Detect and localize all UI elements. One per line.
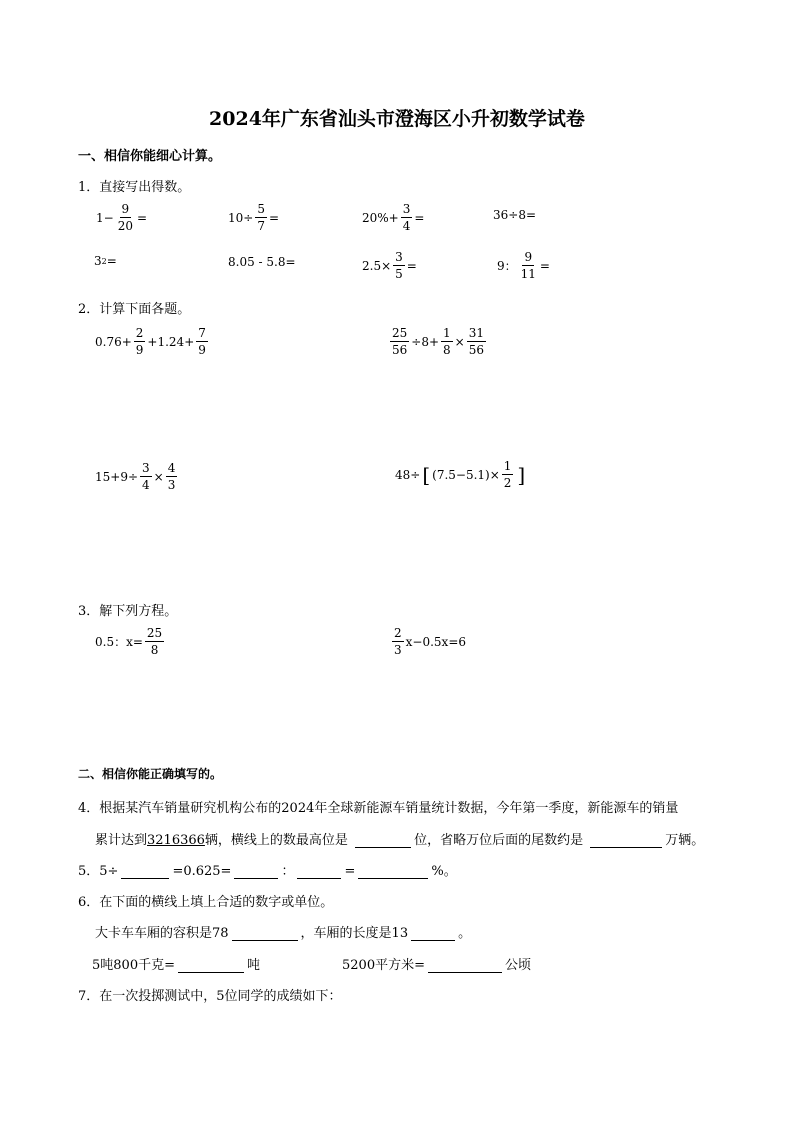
section-heading-2: 二、相信你能正确填写的。 — [78, 767, 223, 781]
question-5: 5．5÷ =0.625= ： = %。 — [78, 864, 457, 879]
answer-blank[interactable] — [358, 866, 428, 879]
q2-expr-3: 15+9÷ $\frac{3}{4}$ × $\frac{4}{3}$ — [95, 461, 176, 492]
fraction: $\frac{1}{2}$ — [503, 459, 512, 490]
q1-expr-2: 10÷ $\frac{5}{7}$ = — [228, 202, 280, 233]
fraction: $\frac{25}{56}$ — [392, 326, 408, 357]
underlined-number: 3216366 — [147, 833, 205, 848]
fraction: $\frac{4}{3}$ — [167, 461, 176, 492]
question-6-label: 6．在下面的横线上填上合适的数字或单位。 — [78, 895, 334, 910]
question-6-line-1: 大卡车车厢的容积是78 ，车厢的长度是13 。 — [95, 926, 472, 941]
fraction: $\frac{7}{9}$ — [198, 326, 206, 357]
q1-expr-6: 8.05 - 5.8= — [228, 255, 296, 269]
answer-blank[interactable] — [411, 928, 455, 941]
fraction: $\frac{5}{7}$ — [257, 202, 265, 233]
answer-blank[interactable] — [355, 835, 411, 848]
question-2-label: 2．计算下面各题。 — [78, 302, 191, 317]
answer-blank[interactable] — [234, 866, 278, 879]
answer-blank[interactable] — [178, 960, 244, 973]
question-1-label: 1．直接写出得数。 — [78, 180, 191, 195]
answer-blank[interactable] — [297, 866, 341, 879]
question-4-line-1: 4．根据某汽车销量研究机构公布的2024年全球新能源车销量统计数据，今年第一季度，新能源车的销量 — [78, 801, 679, 816]
fraction: $\frac{9}{20}$ — [117, 202, 133, 233]
answer-blank[interactable] — [428, 960, 502, 973]
answer-blank[interactable] — [121, 866, 169, 879]
q1-expr-3: 20%+ $\frac{3}{4}$ = — [362, 202, 425, 233]
question-3-label: 3．解下列方程。 — [78, 604, 178, 619]
q3-equation-1: 0.5：x= $\frac{25}{8}$ — [95, 626, 163, 657]
q3-equation-2: $\frac{2}{3}$ x−0.5x=6 — [394, 626, 467, 657]
q2-expr-1: 0.76+ $\frac{2}{9}$ +1.24+ $\frac{7}{9}$ — [95, 326, 206, 357]
fraction: $\frac{3}{5}$ — [395, 250, 403, 281]
question-6-line-2b: 5200平方米= 公顷 — [342, 958, 531, 973]
answer-blank[interactable] — [232, 928, 298, 941]
fraction: $\frac{31}{56}$ — [468, 326, 485, 357]
question-6-line-2a: 5吨800千克= 吨 — [92, 958, 260, 973]
fraction: $\frac{2}{3}$ — [394, 626, 402, 657]
fraction: $\frac{1}{8}$ — [443, 326, 451, 357]
fraction: $\frac{3}{4}$ — [402, 202, 411, 233]
question-7-label: 7．在一次投掷测试中，5位同学的成绩如下： — [78, 989, 342, 1004]
q1-expr-8: 9： $\frac{9}{11}$ = — [497, 250, 550, 281]
fraction: $\frac{2}{9}$ — [135, 326, 144, 357]
answer-blank[interactable] — [590, 835, 662, 848]
fraction: $\frac{9}{11}$ — [520, 250, 536, 281]
q1-expr-5: 3 2 = — [94, 254, 117, 268]
fraction: $\frac{3}{4}$ — [142, 461, 150, 492]
section-heading-1: 一、相信你能细心计算。 — [78, 149, 222, 164]
fraction: $\frac{25}{8}$ — [146, 626, 163, 657]
question-4-line-2: 累计达到3216366辆，横线上的数最高位是 位，省略万位后面的尾数约是 万辆。 — [95, 833, 705, 848]
q1-expr-7: 2.5× $\frac{3}{5}$ = — [362, 250, 417, 281]
page-title: 2024年广东省汕头市澄海区小升初数学试卷 — [209, 108, 585, 130]
q1-expr-4: 36÷8= — [493, 208, 537, 222]
q2-expr-4: 48÷ [ (7.5−5.1)× $\frac{1}{2}$ ] — [395, 459, 526, 490]
q2-expr-2: $\frac{25}{56}$ ÷8+ $\frac{1}{8}$ × $\frac{31}{56}$ — [392, 326, 485, 357]
q1-expr-1: 1− $\frac{9}{20}$ = — [96, 202, 148, 233]
